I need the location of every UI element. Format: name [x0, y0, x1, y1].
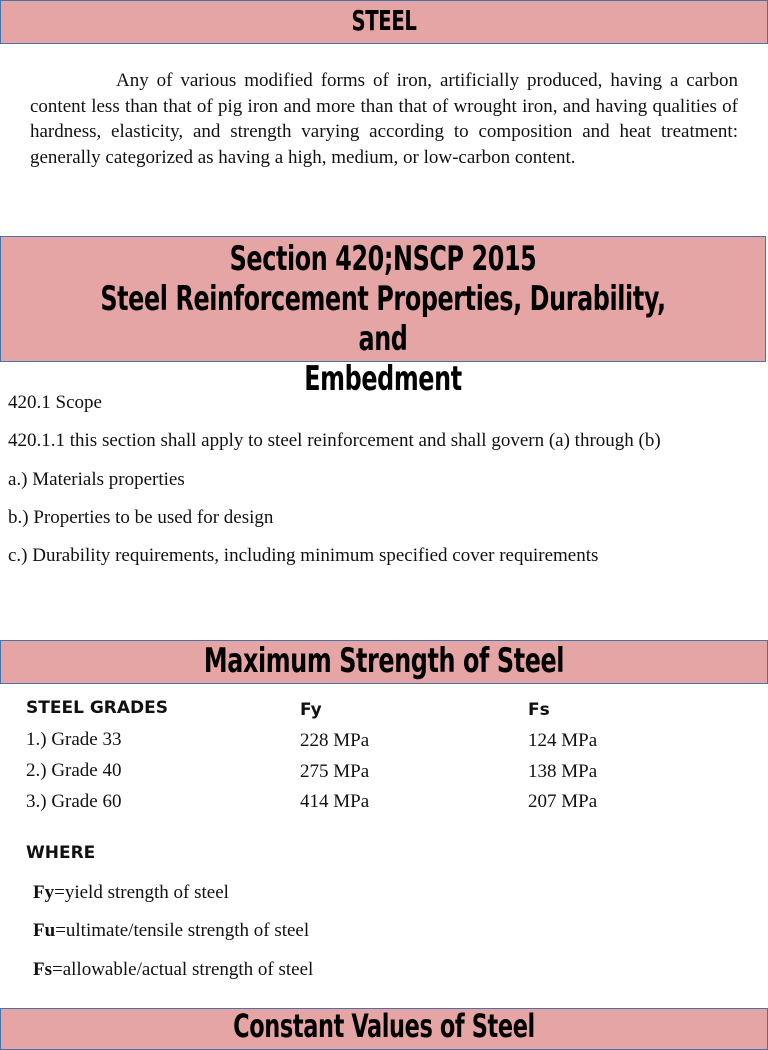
- steel-title: STEEL: [351, 4, 417, 37]
- steel-title-banner: [0, 0, 768, 44]
- table-cell-grade: 2.) Grade 40: [26, 760, 122, 781]
- header-fs: Fs: [528, 700, 550, 720]
- definition-symbol: Fu: [33, 920, 56, 941]
- list-item-a: a.) Materials properties: [8, 469, 185, 490]
- table-cell-fs: 138 MPa: [528, 761, 598, 782]
- list-item-c: c.) Durability requirements, including minimum specified cover requirements: [8, 545, 599, 566]
- list-item-b: b.) Properties to be used for design: [8, 507, 274, 528]
- definition-fy: [33, 882, 229, 904]
- definition-text: =allowable/actual strength of steel: [52, 959, 314, 980]
- definition-fu: [33, 920, 309, 942]
- where-label: WHERE: [26, 843, 96, 863]
- table-cell-grade: 3.) Grade 60: [26, 791, 122, 812]
- table-cell-fy: 228 MPa: [300, 730, 370, 751]
- header-fy: Fy: [300, 700, 322, 720]
- section-420-banner: [0, 236, 766, 399]
- table-cell-fs: 207 MPa: [528, 791, 598, 812]
- constant-values-banner: [0, 1008, 768, 1050]
- definition-symbol: Fy: [33, 882, 55, 903]
- table-cell-grade: 1.) Grade 33: [26, 729, 122, 750]
- header-steel-grades: STEEL GRADES: [26, 698, 168, 718]
- scope-line: 420.1 Scope: [8, 392, 102, 413]
- definition-text: =ultimate/tensile strength of steel: [55, 920, 310, 941]
- section-420-title-line3: Embedment: [304, 359, 462, 399]
- max-strength-banner: [0, 640, 768, 684]
- section-420-title-line2: Steel Reinforcement Properties, Durability, and: [100, 279, 666, 359]
- max-strength-title: Maximum Strength of Steel: [203, 641, 565, 681]
- definition-text: =yield strength of steel: [54, 882, 229, 903]
- section-420-title-line1: Section 420;NSCP 2015: [229, 239, 537, 279]
- scope-detail-line: 420.1.1 this section shall apply to steel reinforcement and shall govern (a) through (b): [8, 430, 661, 451]
- table-cell-fy: 275 MPa: [300, 761, 370, 782]
- table-cell-fs: 124 MPa: [528, 730, 598, 751]
- definition-fs: [33, 959, 313, 981]
- definition-symbol: Fs: [33, 959, 52, 980]
- steel-definition-paragraph: Any of various modified forms of iron, artificially produced, having a carbon content less than that of pig iron and more than that of wrought iron, and having qualities of hardness, elasticity, and strength varying according to composition and heat treatment: generally categorized as having a high, medium, or low-carbon content.: [30, 70, 738, 168]
- constant-values-title: Constant Values of Steel: [233, 1007, 535, 1045]
- table-cell-fy: 414 MPa: [300, 791, 370, 812]
